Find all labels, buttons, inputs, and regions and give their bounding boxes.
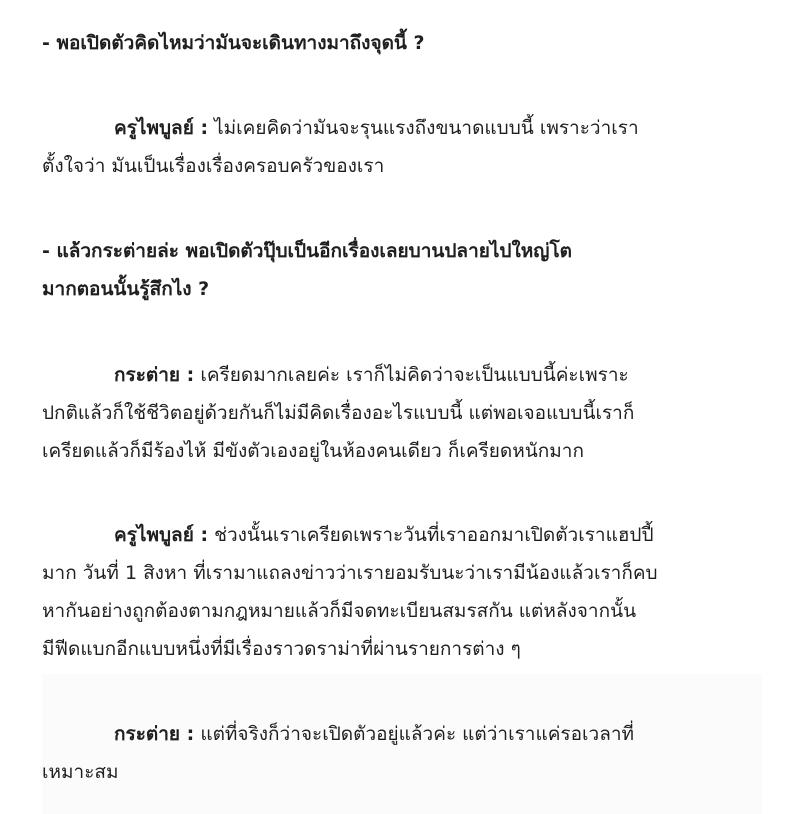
question-1 <box>42 24 742 62</box>
answer-1-line: ตั้งใจว่า มันเป็นเรื่องเรื่องครอบครัวของเรา <box>42 155 385 177</box>
question-2-line: - แล้วกระต่ายล่ะ พอเปิดตัวปุ๊บเป็นอีกเรื่องเลยบานปลายไปใหญ่โต <box>42 240 573 262</box>
answer-4 <box>42 715 742 791</box>
question-1-line: - พอเปิดตัวคิดไหมว่ามันจะเดินทางมาถึงจุดนี้ ? <box>42 32 425 54</box>
answer-2-line: เครียดแล้วก็มีร้องไห้ มีขังตัวเองอยู่ในห้องคนเดียว ก็เครียดหนักมาก <box>42 440 584 462</box>
question-2 <box>42 232 742 308</box>
question-2-line: มากตอนนั้นรู้สึกไง ? <box>42 278 210 300</box>
answer-2-line <box>42 356 742 394</box>
answer-4-line: เหมาะสม <box>42 761 119 783</box>
speaker-name: กระต่าย : <box>114 364 195 386</box>
speaker-name: กระต่าย : <box>114 723 195 745</box>
answer-1-text: ไม่เคยคิดว่ามันจะรุนแรงถึงขนาดแบบนี้ เพราะว่าเรา <box>208 117 639 139</box>
speaker-name: ครูไพบูลย์ : <box>114 524 209 546</box>
answer-1-line <box>42 109 742 147</box>
answer-4-line <box>42 715 742 753</box>
answer-3-line <box>42 516 742 554</box>
answer-3-text: ช่วงนั้นเราเครียดเพราะวันที่เราออกมาเปิดตัวเราแฮปปี้ <box>208 524 654 546</box>
answer-3 <box>42 516 742 668</box>
answer-1 <box>42 109 742 185</box>
answer-2 <box>42 356 742 470</box>
answer-4-text: แต่ที่จริงก็ว่าจะเปิดตัวอยู่แล้วค่ะ แต่ว่าเราแค่รอเวลาที่ <box>194 723 635 745</box>
answer-2-line: ปกติแล้วก็ใช้ชีวิตอยู่ด้วยกันก็ไม่มีคิดเรื่องอะไรแบบนี้ แต่พอเจอแบบนี้เราก็ <box>42 402 635 424</box>
answer-3-line: มีฟีดแบกอีกแบบหนึ่งที่มีเรื่องราวดราม่าที่ผ่านรายการต่าง ๆ <box>42 638 521 660</box>
speaker-name: ครูไพบูลย์ : <box>114 117 209 139</box>
answer-3-line: มาก วันที่ 1 สิงหา ที่เรามาแถลงข่าวว่าเรายอมรับนะว่าเรามีน้องแล้วเราก็คบ <box>42 562 658 584</box>
answer-3-line: หากันอย่างถูกต้องตามกฎหมายแล้วก็มีจดทะเบียนสมรสกัน แต่หลังจากนั้น <box>42 600 637 622</box>
answer-2-text: เครียดมากเลยค่ะ เราก็ไม่คิดว่าจะเป็นแบบนี้ค่ะเพราะ <box>194 364 629 386</box>
